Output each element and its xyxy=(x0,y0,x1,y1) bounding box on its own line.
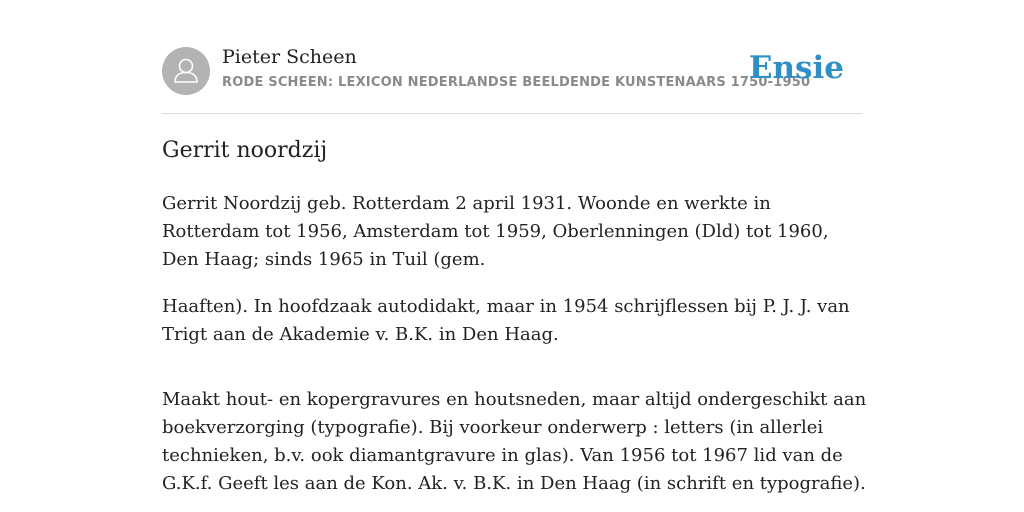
paragraph-1: Gerrit Noordzij geb. Rotterdam 2 april 1931. Woonde en werkte in Rotterdam tot 1956, Amsterdam tot 1959, Oberlenningen (Dld) tot 1960, Den Haag; sinds 1965 in Tuil (gem. xyxy=(162,193,829,270)
paragraph-2: Haaften). In hoofdzaak autodidakt, maar in 1954 schrijflessen bij P. J. J. van Trigt aan de Akademie v. B.K. in Den Haag. xyxy=(162,296,850,345)
article-body xyxy=(162,190,867,512)
author-name[interactable]: Pieter Scheen xyxy=(222,46,357,68)
ensie-logo[interactable]: Ensie xyxy=(748,50,844,86)
page-header xyxy=(162,46,862,114)
user-avatar-icon xyxy=(162,47,210,95)
source-title[interactable]: RODE SCHEEN: LEXICON NEDERLANDSE BEELDENDE KUNSTENAARS 1750-1950 xyxy=(222,75,811,90)
paragraph-3: Maakt hout- en kopergravures en houtsneden, maar altijd ondergeschikt aan boekverzorging (typografie). Bij voorkeur onderwerp : letters (in allerlei technieken, b.v. ook diamantgravure in glas). Van 1956 tot 1967 lid van de G.K.f. Geeft les aan de Kon. Ak. v. B.K. in Den Haag (in schrift en typografie). xyxy=(162,389,867,494)
article-title: Gerrit noordzij xyxy=(162,138,328,163)
user-silhouette-icon xyxy=(162,47,210,95)
